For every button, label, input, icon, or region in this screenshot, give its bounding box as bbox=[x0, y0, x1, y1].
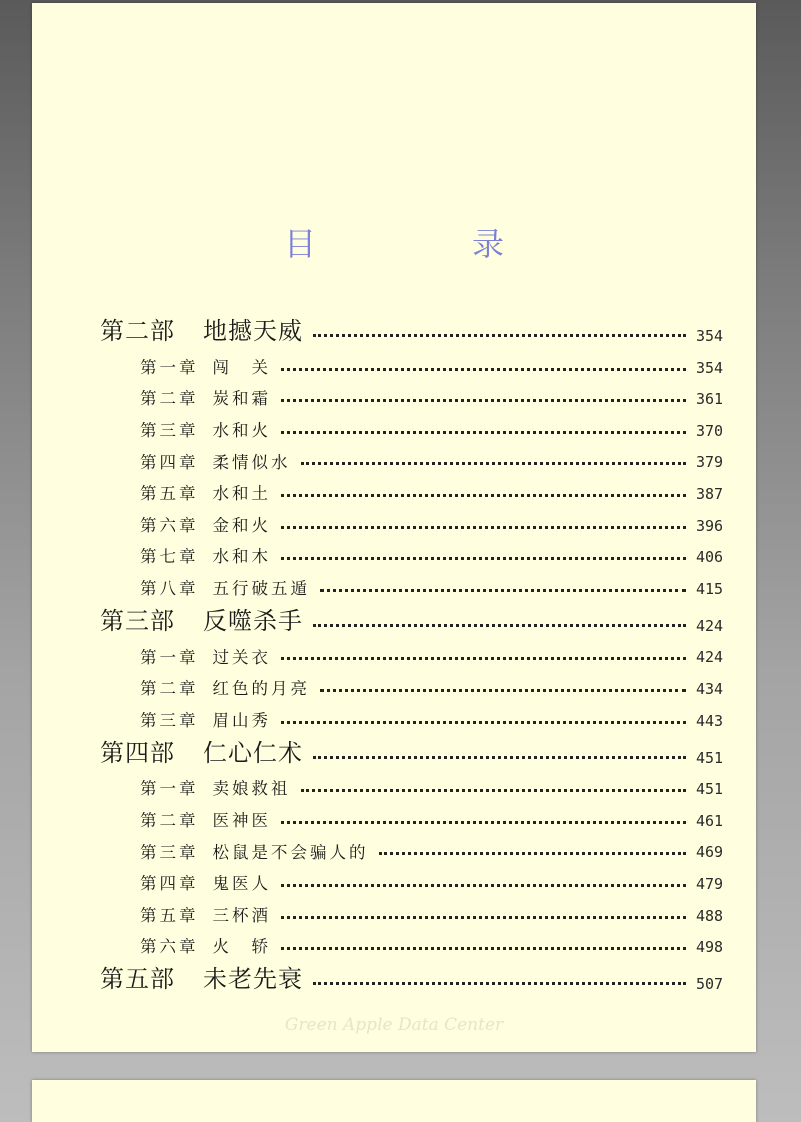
page-number: 469 bbox=[696, 843, 724, 862]
dot-leader bbox=[281, 494, 686, 497]
chapter-title: 卖娘救祖 bbox=[212, 779, 291, 799]
toc-entry-label bbox=[140, 843, 369, 863]
toc-chapter-entry[interactable] bbox=[32, 504, 756, 536]
toc-entry-label bbox=[140, 516, 271, 536]
toc-chapter-entry[interactable] bbox=[32, 768, 756, 800]
dot-leader bbox=[281, 916, 686, 919]
toc-entry-label bbox=[140, 679, 310, 699]
toc-chapter-entry[interactable] bbox=[32, 926, 756, 958]
toc-title: 目 录 bbox=[283, 225, 566, 263]
toc-chapter-entry[interactable] bbox=[32, 567, 756, 599]
chapter-title: 火 轿 bbox=[212, 937, 271, 957]
chapter-number: 第五章 bbox=[140, 905, 199, 925]
dot-leader bbox=[320, 689, 686, 692]
chapter-number: 第二章 bbox=[140, 810, 199, 830]
page-number: 370 bbox=[696, 421, 724, 440]
chapter-title: 医神医 bbox=[212, 810, 271, 830]
chapter-title: 松鼠是不会骗人的 bbox=[212, 842, 369, 862]
dot-leader bbox=[281, 721, 686, 724]
page-number: 379 bbox=[696, 453, 724, 472]
page-number: 415 bbox=[696, 579, 724, 598]
dot-leader bbox=[313, 624, 686, 627]
dot-leader bbox=[301, 462, 687, 465]
toc-chapter-entry[interactable] bbox=[32, 536, 756, 568]
chapter-number: 第二章 bbox=[140, 389, 199, 409]
page-number: 354 bbox=[696, 327, 724, 345]
toc-entry-label bbox=[140, 648, 271, 668]
toc-entry-label bbox=[140, 937, 271, 957]
page-number: 406 bbox=[696, 548, 724, 567]
toc-entry-label bbox=[140, 453, 291, 473]
page-number: 354 bbox=[696, 358, 724, 377]
toc-chapter-entry[interactable] bbox=[32, 409, 756, 441]
page-number: 488 bbox=[696, 906, 724, 925]
toc-chapter-entry[interactable] bbox=[32, 894, 756, 926]
chapter-title: 眉山秀 bbox=[212, 710, 271, 730]
document-page bbox=[32, 3, 756, 1052]
toc-part-entry[interactable] bbox=[32, 957, 756, 994]
toc-chapter-entry[interactable] bbox=[32, 378, 756, 410]
toc-entry-label bbox=[140, 811, 271, 831]
toc-entry-label bbox=[100, 739, 303, 768]
chapter-title: 过关衣 bbox=[212, 647, 271, 667]
toc-part-entry[interactable] bbox=[32, 731, 756, 768]
chapter-title: 金和火 bbox=[212, 515, 271, 535]
chapter-title: 五行破五遁 bbox=[212, 578, 310, 598]
toc-chapter-entry[interactable] bbox=[32, 699, 756, 731]
chapter-number: 第八章 bbox=[140, 578, 199, 598]
chapter-number: 第六章 bbox=[140, 937, 199, 957]
chapter-number: 第一章 bbox=[140, 647, 199, 667]
toc-entry-label bbox=[140, 484, 271, 504]
page-number: 451 bbox=[696, 748, 724, 767]
page-number: 424 bbox=[696, 616, 724, 635]
toc-chapter-entry[interactable] bbox=[32, 346, 756, 378]
part-title: 未老先衰 bbox=[203, 965, 303, 994]
page-number: 451 bbox=[696, 780, 724, 799]
next-document-page bbox=[32, 1080, 756, 1122]
dot-leader bbox=[281, 821, 686, 824]
chapter-title: 闯 关 bbox=[212, 357, 271, 377]
page-number: 461 bbox=[696, 811, 724, 830]
chapter-number: 第三章 bbox=[140, 842, 199, 862]
dot-leader bbox=[313, 756, 686, 759]
chapter-title: 鬼医人 bbox=[212, 874, 271, 894]
dot-leader bbox=[281, 399, 686, 402]
watermark: Green Apple Data Center bbox=[284, 1015, 504, 1035]
toc-entry-label bbox=[140, 358, 271, 378]
toc-part-entry[interactable] bbox=[32, 309, 756, 346]
dot-leader bbox=[281, 431, 686, 434]
toc-chapter-entry[interactable] bbox=[32, 441, 756, 473]
toc-entry-label bbox=[140, 389, 271, 409]
toc-chapter-entry[interactable] bbox=[32, 862, 756, 894]
toc-part-entry[interactable] bbox=[32, 599, 756, 636]
toc-entry-label bbox=[140, 579, 310, 599]
toc-chapter-entry[interactable] bbox=[32, 831, 756, 863]
chapter-number: 第五章 bbox=[140, 484, 199, 504]
dot-leader bbox=[379, 852, 687, 855]
part-number: 第三部 bbox=[100, 606, 175, 635]
chapter-number: 第七章 bbox=[140, 547, 199, 567]
part-number: 第五部 bbox=[100, 965, 175, 994]
chapter-title: 水和土 bbox=[212, 484, 271, 504]
page-number: 424 bbox=[696, 648, 724, 667]
page-number: 443 bbox=[696, 711, 724, 730]
part-number: 第四部 bbox=[100, 738, 175, 767]
dot-leader bbox=[281, 947, 686, 950]
page-number: 498 bbox=[696, 938, 724, 957]
chapter-number: 第三章 bbox=[140, 710, 199, 730]
chapter-title: 水和火 bbox=[212, 420, 271, 440]
part-title: 地撼天威 bbox=[203, 317, 303, 346]
page-number: 361 bbox=[696, 390, 724, 409]
toc-entry-label bbox=[140, 906, 271, 926]
chapter-number: 第六章 bbox=[140, 515, 199, 535]
dot-leader bbox=[281, 368, 686, 371]
chapter-title: 柔情似水 bbox=[212, 452, 291, 472]
dot-leader bbox=[281, 657, 686, 660]
toc-entry-label bbox=[140, 874, 271, 894]
page-number: 507 bbox=[696, 975, 724, 994]
table-of-contents bbox=[32, 309, 756, 994]
chapter-number: 第一章 bbox=[140, 357, 199, 377]
page-number: 387 bbox=[696, 484, 724, 503]
toc-chapter-entry[interactable] bbox=[32, 472, 756, 504]
dot-leader bbox=[320, 589, 686, 592]
part-number: 第二部 bbox=[100, 317, 175, 346]
dot-leader bbox=[281, 526, 686, 529]
chapter-number: 第三章 bbox=[140, 420, 199, 440]
chapter-title: 红色的月亮 bbox=[212, 679, 310, 699]
chapter-number: 第四章 bbox=[140, 452, 199, 472]
toc-entry-label bbox=[140, 711, 271, 731]
chapter-number: 第四章 bbox=[140, 874, 199, 894]
toc-entry-label bbox=[100, 607, 303, 636]
dot-leader bbox=[281, 884, 686, 887]
chapter-title: 水和木 bbox=[212, 547, 271, 567]
toc-entry-label bbox=[140, 779, 291, 799]
page-number: 396 bbox=[696, 516, 724, 535]
page-number: 434 bbox=[696, 679, 724, 698]
chapter-title: 炭和霜 bbox=[212, 389, 271, 409]
toc-chapter-entry[interactable] bbox=[32, 799, 756, 831]
part-title: 反噬杀手 bbox=[203, 606, 303, 635]
toc-entry-label bbox=[100, 965, 303, 994]
dot-leader bbox=[281, 557, 686, 560]
toc-entry-label bbox=[100, 317, 303, 346]
dot-leader bbox=[313, 982, 686, 985]
chapter-title: 三杯酒 bbox=[212, 905, 271, 925]
chapter-number: 第一章 bbox=[140, 779, 199, 799]
page-number: 479 bbox=[696, 874, 724, 893]
toc-chapter-entry[interactable] bbox=[32, 636, 756, 668]
dot-leader bbox=[301, 789, 687, 792]
toc-entry-label bbox=[140, 421, 271, 441]
dot-leader bbox=[313, 334, 686, 337]
part-title: 仁心仁术 bbox=[203, 738, 303, 767]
toc-chapter-entry[interactable] bbox=[32, 667, 756, 699]
chapter-number: 第二章 bbox=[140, 679, 199, 699]
toc-entry-label bbox=[140, 547, 271, 567]
